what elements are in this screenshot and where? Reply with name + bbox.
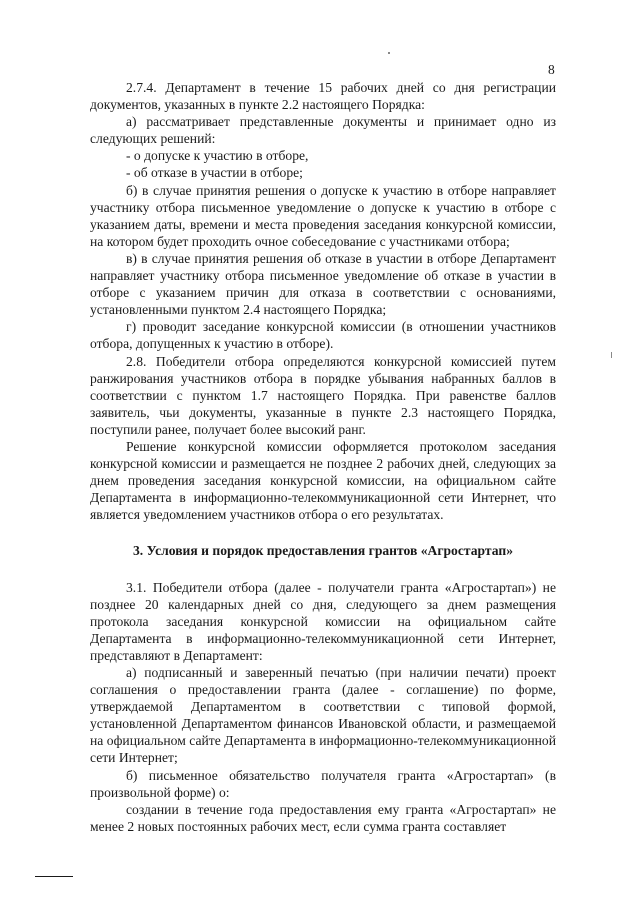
paragraph: 2.7.4. Департамент в течение 15 рабочих дней со дня регистрации документов, указанных в пункте 2.2 настоящего Порядка: — [90, 80, 556, 113]
scan-speck — [388, 52, 390, 54]
page-number: 8 — [548, 62, 555, 77]
document-body — [90, 79, 556, 835]
paragraph: Решение конкурсной комиссии оформляется протоколом заседания конкурсной комиссии и размещается не позднее 2 рабочих дней, следующих за днем проведения заседания конкурсной комиссии, на официальном сайте Департамента в информационно-телекоммуникационной сети Интернет, что является уведомлением участников отбора о его результатах. — [90, 438, 556, 523]
paragraph: создании в течение года предоставления ему гранта «Агростартап» не менее 2 новых постоянных рабочих мест, если сумма гранта составляет — [90, 801, 556, 834]
paragraph: г) проводит заседание конкурсной комиссии (в отношении участников отбора, допущенных к участию в отборе). — [90, 319, 556, 352]
paragraph: 3.1. Победители отбора (далее - получатели гранта «Агростартап») не позднее 20 календарных дней со дня, следующего за днем размещения протокола заседания конкурсной комиссии на официальном сайте Департамента в информационно-телекоммуникационной сети Интернет, представляют в Департамент: — [90, 579, 556, 663]
list-item: - об отказе в участии в отборе; — [126, 165, 303, 181]
paragraph: б) письменное обязательство получателя гранта «Агростартап» (в произвольной форме) о: — [90, 767, 556, 800]
scan-speck — [611, 352, 612, 358]
paragraph: б) в случае принятия решения о допуске к участию в отборе направляет участнику отбора письменное уведомление о допуске к участию в отборе с указанием даты, времени и места проведения заседания конкурсной комиссии, на котором будет проходить очное собеседование с участниками отбора; — [90, 182, 556, 249]
list-item: - о допуске к участию в отборе, — [126, 148, 309, 164]
paragraph: а) рассматривает представленные документы и принимает одно из следующих решений: — [90, 114, 556, 147]
section-heading: 3. Условия и порядок предоставления грантов «Агростартап» — [132, 543, 513, 559]
footnote-divider — [35, 876, 73, 877]
paragraph: 2.8. Победители отбора определяются конкурсной комиссией путем ранжирования участников отбора в порядке убывания набранных баллов в соответствии с пунктом 1.7 настоящего Порядка. При равенстве баллов заявитель, чьи документы, указанные в пункте 2.3 настоящего Порядка, поступили ранее, получает более высокий ранг. — [90, 353, 556, 437]
paragraph: в) в случае принятия решения об отказе в участии в отборе Департамент направляет участнику отбора письменное уведомление об отказе в участии в отборе с указанием причин для отказа в соответствии с основаниями, установленными пунктом 2.4 настоящего Порядка; — [90, 250, 556, 318]
paragraph: а) подписанный и заверенный печатью (при наличии печати) проект соглашения о предоставлении гранта (далее - соглашение) по форме, утверждаемой Департаментом в соответствии с типовой формой, установленной Департаментом финансов Ивановской области, и размещаемой на официальном сайте Департамента в информационно-телекоммуникационной сети Интернет; — [90, 665, 556, 766]
